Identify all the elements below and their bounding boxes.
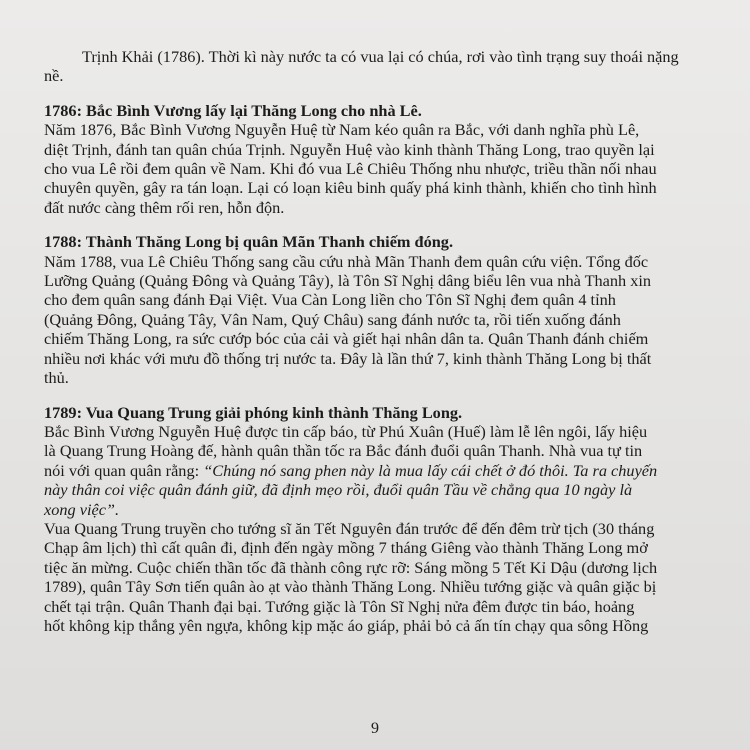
text-line: Năm 1788, vua Lê Chiêu Thống sang cầu cứu nhà Mãn Thanh đem quân cứu viện. Tổng đốc xyxy=(44,251,649,271)
quote-lead: nói với quan quân rằng: xyxy=(44,460,204,480)
section-1786 xyxy=(44,101,719,217)
text-line: thủ. xyxy=(44,368,69,388)
section-heading: 1786: Bắc Bình Vương lấy lại Thăng Long cho nhà Lê. xyxy=(44,100,422,120)
quote-line: này thân coi việc quân đánh giữ, đã định mẹo rồi, đuổi quân Tầu về chẳng qua 10 ngày là xyxy=(44,480,633,500)
text-line: cho vua Lê rồi đem quân về Nam. Khi đó vua Lê Chiêu Thống nhu nhược, triều thần nối nhau xyxy=(44,159,657,179)
section-heading: 1788: Thành Thăng Long bị quân Mãn Thanh chiếm đóng. xyxy=(44,232,454,252)
text-line: Lưỡng Quảng (Quảng Đông và Quảng Tây), là Tôn Sĩ Nghị dâng biểu lên vua nhà Thanh xin xyxy=(44,271,652,291)
text-line-with-quote xyxy=(44,461,719,480)
text-line: (Quảng Đông, Quảng Tây, Vân Nam, Quý Châu) sang đánh nước ta, rồi tiến xuống đánh xyxy=(44,309,621,329)
section-body xyxy=(44,422,719,519)
text-line: hốt không kịp thắng yên ngựa, không kịp mặc áo giáp, phải bỏ cả ấn tín chạy qua sông Hồng xyxy=(44,615,649,635)
intro-paragraph xyxy=(44,47,719,86)
section-body-paragraph-2 xyxy=(44,519,719,635)
text-line: nề. xyxy=(44,66,64,86)
section-body xyxy=(44,120,719,217)
quote-line: xong việc”. xyxy=(44,499,120,519)
text-line: nhiều nơi khác với mưu đồ thống trị nước ta. Đây là lần thứ 7, kinh thành Thăng Long bị thất xyxy=(44,348,652,368)
quote-text: “Chúng nó sang phen này là mua lấy cái chết ở đó thôi. Ta ra chuyến xyxy=(203,460,658,480)
text-line: diệt Trịnh, đánh tan quân chúa Trịnh. Nguyễn Huệ vào kinh thành Thăng Long, trao quyền lại xyxy=(44,139,655,159)
section-1789 xyxy=(44,403,719,636)
page-content xyxy=(44,47,719,635)
text-line: 1789), quân Tây Sơn tiến quân ào ạt vào thành Thăng Long. Nhiều tướng giặc và quân giặc bị xyxy=(44,577,657,597)
text-line: cho đem quân sang đánh Đại Việt. Vua Càn Long liền cho Tôn Sĩ Nghị đem quân 4 tỉnh xyxy=(44,290,616,310)
text-line: tiệc ăn mừng. Cuộc chiến thần tốc đã thành công rực rỡ: Sáng mồng 5 Tết Kỉ Dậu (dương lịch xyxy=(44,557,658,577)
text-line: Vua Quang Trung truyền cho tướng sĩ ăn Tết Nguyên đán trước để đến đêm trừ tịch (30 tháng xyxy=(44,518,655,538)
text-line: chiếm Thăng Long, ra sức cướp bóc của cải và giết hại nhân dân ta. Quân Thanh đánh chiếm xyxy=(44,329,649,349)
text-line: chuyên quyền, gây ra tán loạn. Lại có loạn kiêu binh quấy phá kinh thành, khiến cho tình hình xyxy=(44,178,657,198)
text-line: Năm 1876, Bắc Bình Vương Nguyễn Huệ từ Nam kéo quân ra Bắc, với danh nghĩa phù Lê, xyxy=(44,120,640,140)
text-line: là Quang Trung Hoàng đế, hành quân thần tốc ra Bắc đánh đuổi quân Thanh. Nhà vua tự tin xyxy=(44,441,643,461)
text-line: Bắc Bình Vương Nguyễn Huệ được tin cấp báo, từ Phú Xuân (Huế) làm lễ lên ngôi, lấy hiệu xyxy=(44,421,648,441)
section-heading: 1789: Vua Quang Trung giải phóng kinh thành Thăng Long. xyxy=(44,402,463,422)
text-line: chết tại trận. Quân Thanh đại bại. Tướng giặc là Tôn Sĩ Nghị nửa đêm được tin báo, hoảng xyxy=(44,596,635,616)
text-line: Chạp âm lịch) thì cất quân đi, định đến ngày mồng 7 tháng Giêng vào thành Thăng Long mở xyxy=(44,538,648,558)
section-1788 xyxy=(44,232,719,387)
section-body xyxy=(44,252,719,388)
page-number: 9 xyxy=(371,720,379,737)
text-line: đất nước càng thêm rối ren, hỗn độn. xyxy=(44,197,285,217)
text-line: Trịnh Khải (1786). Thời kì này nước ta có vua lại có chúa, rơi vào tình trạng suy thoái nặng xyxy=(82,47,679,66)
